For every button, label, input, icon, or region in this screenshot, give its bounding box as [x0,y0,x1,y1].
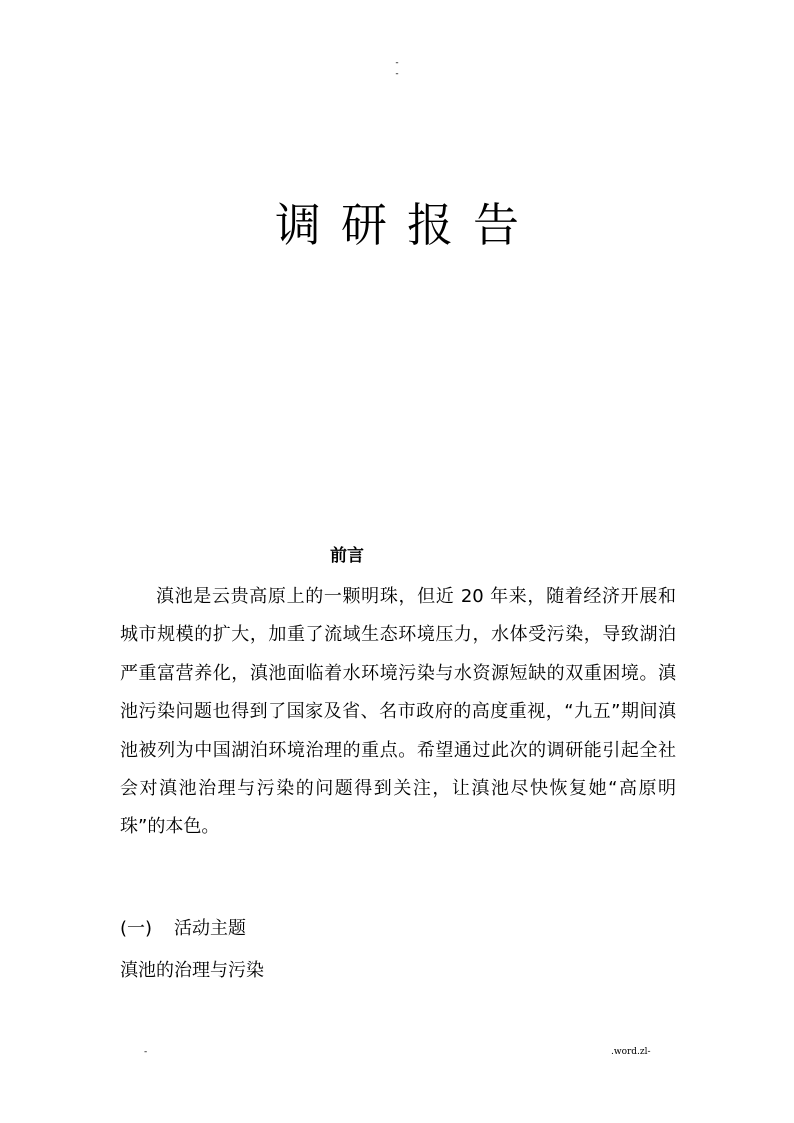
page-header-mark [390,58,404,80]
document-title: 调研报告 [275,198,539,252]
section-title: 活动主题 [174,918,246,939]
header-mark-line-1: - [395,58,399,68]
section-text: 滇池的治理与污染 [120,960,264,981]
preface-heading: 前言 [330,546,364,566]
footer-right-mark: .word.zl- [611,1047,651,1057]
section-number: (一) [120,918,153,939]
footer-left-mark: - [144,1047,148,1057]
section-heading [120,914,246,944]
header-mark-line-2: - [395,69,399,79]
preface-body: 滇池是云贵高原上的一颗明珠，但近 20 年来，随着经济开展和城市规模的扩大，加重了流域生态环境压力，水体受污染，导致湖泊严重富营养化，滇池面临着水环境污染与水资源短缺的双重困境。滇池污染问题也得到了国家及省、名市政府的高度重视，“九五”期间滇池被列为中国湖泊环境治理的重点。希望通过此次的调研能引起全社会对滇池治理与污染的问题得到关注，让滇池尽快恢复她“高原明珠”的本色。 [120,586,676,838]
